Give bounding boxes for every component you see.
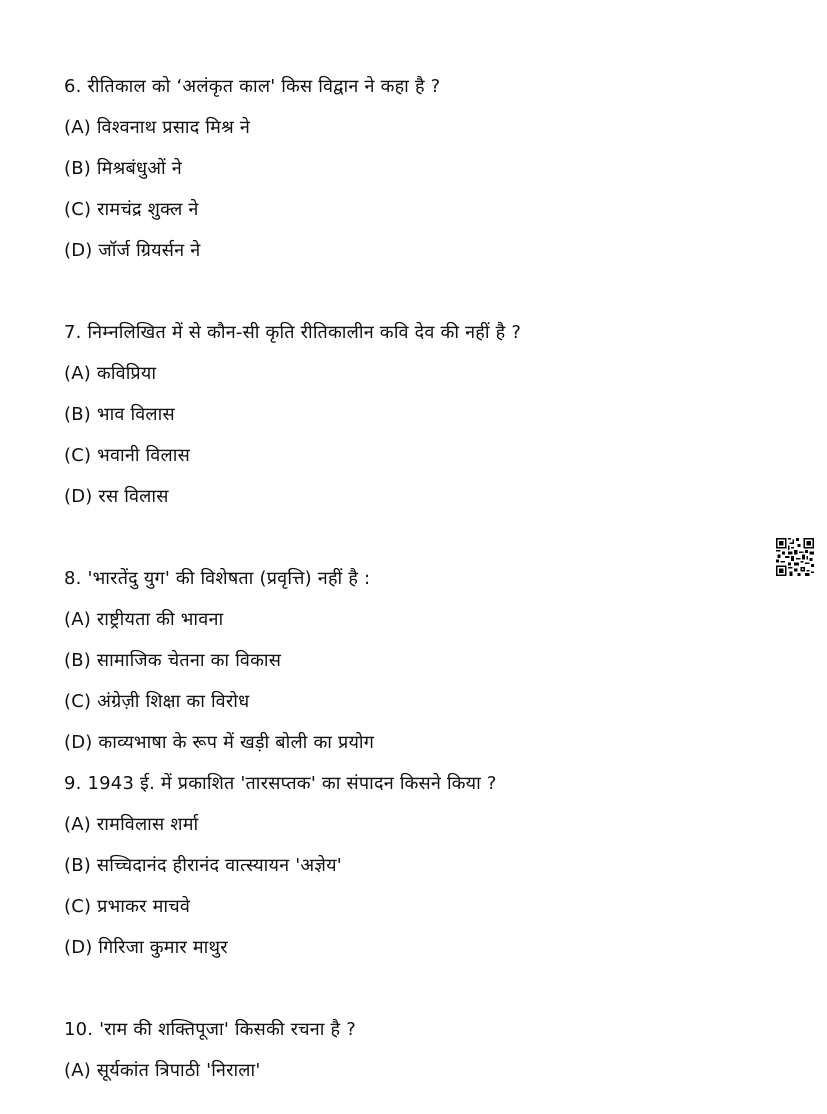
question-6-option-c: (C) रामचंद्र शुक्ल ने: [64, 199, 199, 220]
question-9-option-b: (B) सच्चिदानंद हीरानंद वात्स्यायन 'अज्ञेय': [64, 855, 342, 876]
question-6-option-d: (D) जॉर्ज ग्रियर्सन ने: [64, 240, 201, 261]
question-10-option-a: (A) सूर्यकांत त्रिपाठी 'निराला': [64, 1060, 261, 1081]
question-8-option-c: (C) अंग्रेज़ी शिक्षा का विरोध: [64, 691, 250, 712]
question-10-text: 10. 'राम की शक्तिपूजा' किसकी रचना है ?: [64, 1019, 356, 1040]
question-7-option-a: (A) कविप्रिया: [64, 363, 157, 384]
question-8-text: 8. 'भारतेंदु युग' की विशेषता (प्रवृत्ति) नहीं है :: [64, 568, 371, 589]
question-7-option-d: (D) रस विलास: [64, 486, 169, 507]
question-6-option-b: (B) मिश्रबंधुओं ने: [64, 158, 182, 179]
question-8-option-d: (D) काव्यभाषा के रूप में खड़ी बोली का प्रयोग: [64, 732, 375, 753]
question-6-option-a: (A) विश्वनाथ प्रसाद मिश्र ने: [64, 117, 251, 138]
qr-code-icon: [776, 538, 814, 576]
question-7-option-b: (B) भाव विलास: [64, 404, 175, 425]
question-7-option-c: (C) भवानी विलास: [64, 445, 190, 466]
question-9-text: 9. 1943 ई. में प्रकाशित 'तारसप्तक' का संपादन किसने किया ?: [64, 773, 497, 794]
question-9-option-a: (A) रामविलास शर्मा: [64, 814, 199, 835]
question-8-option-a: (A) राष्ट्रीयता की भावना: [64, 609, 224, 630]
question-9-option-d: (D) गिरिजा कुमार माथुर: [64, 937, 228, 958]
question-7-text: 7. निम्नलिखित में से कौन-सी कृति रीतिकालीन कवि देव की नहीं है ?: [64, 322, 522, 343]
question-8-option-b: (B) सामाजिक चेतना का विकास: [64, 650, 282, 671]
question-6-text: 6. रीतिकाल को ‘अलंकृत काल' किस विद्वान ने कहा है ?: [64, 76, 441, 97]
question-9-option-c: (C) प्रभाकर माचवे: [64, 896, 191, 917]
